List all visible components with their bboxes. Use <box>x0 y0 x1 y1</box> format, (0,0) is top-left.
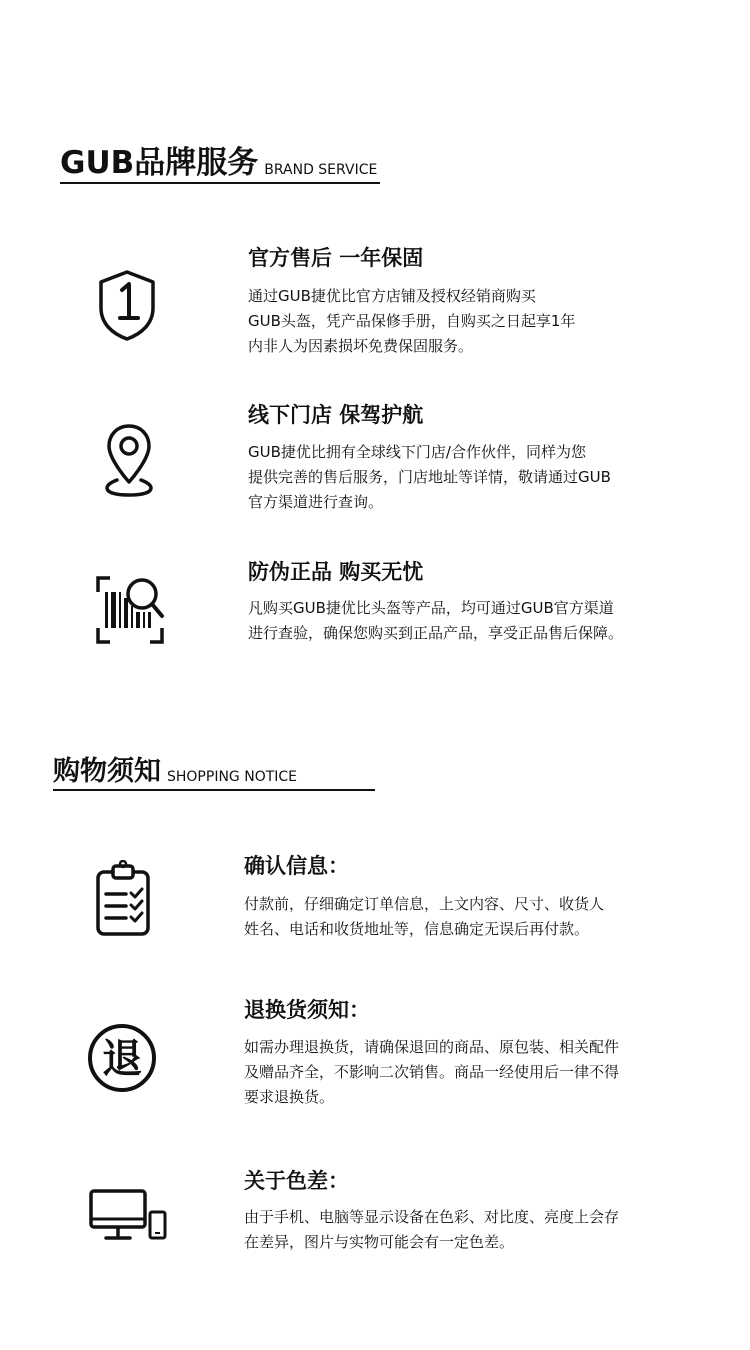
shield-one-icon <box>93 268 161 342</box>
description-line: 及赠品齐全，不影响二次销售。商品一经使用后一律不得 <box>244 1063 620 1081</box>
brand-service-header <box>60 140 380 184</box>
monitor-phone-icon <box>88 1188 168 1244</box>
description-line: 由于手机、电脑等显示设备在色彩、对比度、亮度上会存 <box>244 1208 620 1226</box>
brand-item-description <box>248 440 611 515</box>
description-line: 付款前，仔细确定订单信息，上文内容、尺寸、收货人 <box>244 895 605 913</box>
brand-service-subtitle: BRAND SERVICE <box>264 162 378 178</box>
description-line: 提供完善的售后服务，门店地址等详情，敬请通过GUB <box>248 468 611 486</box>
shopping-notice-subtitle: SHOPPING NOTICE <box>167 769 298 785</box>
brand-item-description <box>248 284 575 359</box>
description-line: 凡购买GUB捷优比头盔等产品，均可通过GUB官方渠道 <box>248 599 614 617</box>
barcode-scan-icon <box>94 572 166 646</box>
description-line: 内非人为因素损坏免费保固服务。 <box>248 337 474 355</box>
clipboard-checklist-icon <box>93 860 153 938</box>
description-line: 如需办理退换货，请确保退回的商品、原包装、相关配件 <box>244 1038 620 1056</box>
description-line: 进行查验，确保您购买到正品产品，享受正品售后保障。 <box>248 624 624 642</box>
description-line: GUB捷优比拥有全球线下门店/合作伙伴，同样为您 <box>248 443 586 461</box>
brand-item-title: 官方售后 一年保固 <box>248 246 424 270</box>
description-line: 姓名、电话和收货地址等，信息确定无误后再付款。 <box>244 920 590 938</box>
shopping-notice-title: 购物须知 <box>53 756 161 787</box>
brand-item-description <box>248 596 623 646</box>
location-pin-icon <box>103 422 155 498</box>
brand-item-title: 防伪正品 购买无忧 <box>248 560 424 584</box>
shopping-notice-header <box>53 751 375 791</box>
notice-item-title: 退换货须知： <box>244 998 370 1022</box>
notice-item-description <box>244 892 604 942</box>
brand-item-title: 线下门店 保驾护航 <box>248 403 424 427</box>
return-character: 退 <box>102 1036 142 1082</box>
notice-item-title: 确认信息： <box>244 854 349 878</box>
notice-item-title: 关于色差： <box>244 1169 349 1193</box>
description-line: 官方渠道进行查询。 <box>248 493 384 511</box>
description-line: 要求退换货。 <box>244 1088 335 1106</box>
description-line: 在差异，图片与实物可能会有一定色差。 <box>244 1233 515 1251</box>
notice-item-description <box>244 1035 619 1110</box>
description-line: GUB头盔，凭产品保修手册，自购买之日起享1年 <box>248 312 576 330</box>
return-character-icon <box>86 1022 158 1094</box>
notice-item-description <box>244 1205 619 1255</box>
brand-service-title: GUB品牌服务 <box>60 145 259 181</box>
description-line: 通过GUB捷优比官方店铺及授权经销商购买 <box>248 287 536 305</box>
